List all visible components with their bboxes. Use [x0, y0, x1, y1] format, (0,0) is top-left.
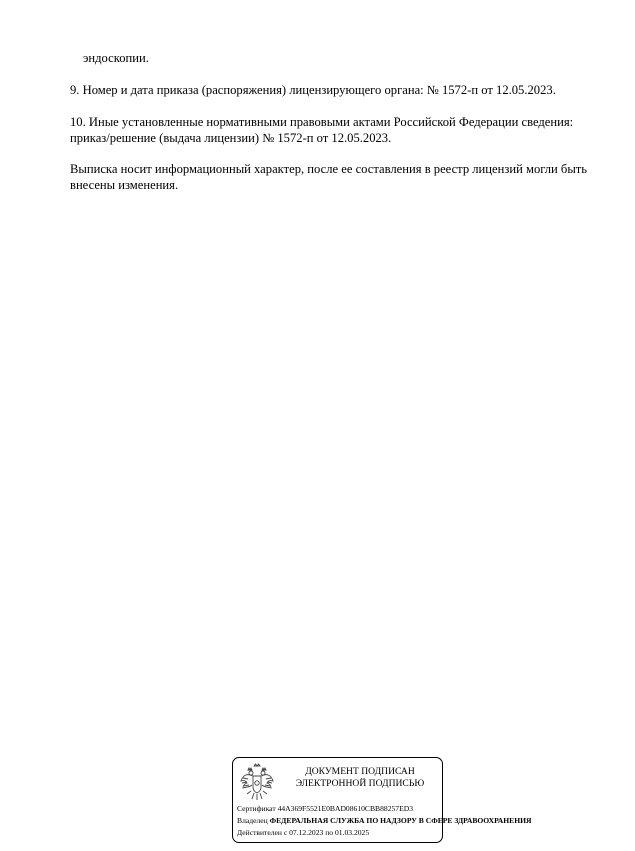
owner-line — [237, 816, 532, 826]
validity-line: Действителен с 07.12.2023 по 01.03.2025 — [237, 828, 370, 837]
certificate-number: 44A369F5521E0BAD08610CBB88257ED3 — [277, 804, 414, 813]
owner-label: Владелец — [237, 816, 268, 825]
stamp-title-line-1: ДОКУМЕНТ ПОДПИСАН — [305, 766, 415, 777]
item-9-order-number: 9. Номер и дата приказа (распоряжения) лицензирующего органа: № 1572-п от 12.05.2023. — [70, 83, 556, 97]
informational-note: Выписка носит информационный характер, после ее составления в реестр лицензий могли быть внесены изменения. — [70, 162, 588, 192]
electronic-signature-stamp — [232, 757, 532, 843]
certificate-label: Сертификат — [237, 804, 276, 813]
item-10-other-info: 10. Иные установленные нормативными правовыми актами Российской Федерации сведения: приказ/решение (выдача лицензии) № 1572-п от 12.05.2023. — [70, 115, 574, 145]
certificate-line — [237, 804, 413, 814]
coat-of-arms-icon — [239, 763, 275, 803]
stamp-title — [281, 766, 439, 790]
stamp-title-line-2: ЭЛЕКТРОННОЙ ПОДПИСЬЮ — [295, 778, 425, 789]
continuation-text: эндоскопии. — [83, 51, 149, 65]
owner-name: ФЕДЕРАЛЬНАЯ СЛУЖБА ПО НАДЗОРУ В СФЕРЕ ЗДРАВООХРАНЕНИЯ — [269, 816, 532, 825]
